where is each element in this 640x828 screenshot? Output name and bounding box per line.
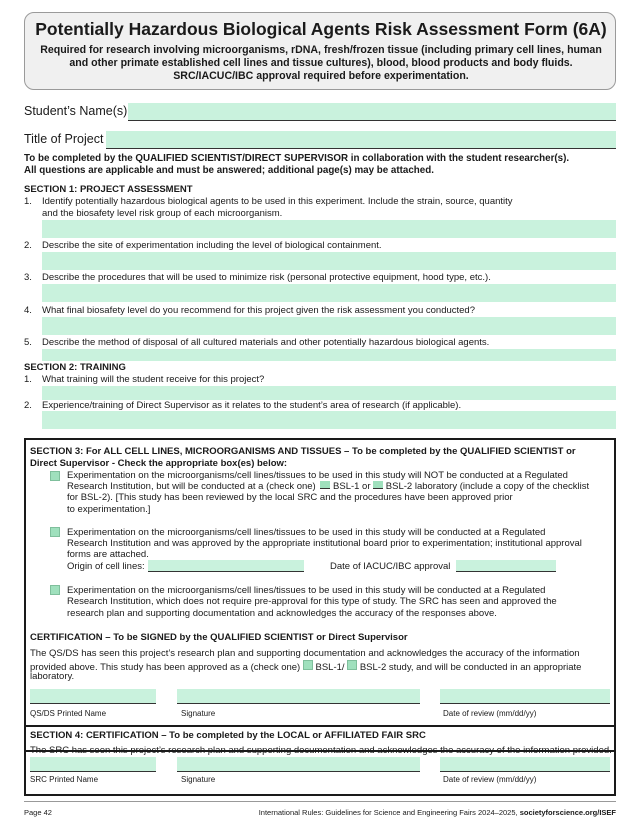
qs-bsl-1-label: BSL-1/: [315, 662, 345, 673]
form-title: Potentially Hazardous Biological Agents Risk Assessment Form (6A): [35, 19, 607, 39]
option-not-regulated-checkbox[interactable]: [50, 471, 60, 481]
form-subtitle: [37, 44, 605, 83]
qs-certification-fragment: provided above. This study has been approved as a (check one): [30, 662, 301, 673]
training-question-2-answer[interactable]: [42, 411, 616, 429]
question-number: 3.: [24, 272, 32, 283]
src-review-date-field[interactable]: [440, 757, 610, 772]
origin-cell-lines-label: Origin of cell lines:: [67, 561, 145, 572]
footer-link[interactable]: societyforscience.org/ISEF: [519, 808, 616, 817]
student-names-field[interactable]: [128, 103, 616, 121]
option-3-text-line-2: Research Institution, which does not require pre-approval for this type of study. The SRC has seen and approved the: [67, 596, 557, 607]
qs-bsl-1-checkbox[interactable]: [303, 660, 313, 670]
question-4-answer[interactable]: [42, 317, 616, 335]
question-1-text: Identify potentially hazardous biological agents to be used in this experiment. Include the strain, source, quantity: [42, 196, 513, 207]
question-3-text: Describe the procedures that will be used to minimize risk (personal protective equipment, hood type, etc.).: [42, 272, 491, 283]
section-3-heading: SECTION 3: For ALL CELL LINES, MICROORGANISMS AND TISSUES – To be completed by the QUALIFIED SCIENTIST or: [30, 446, 576, 457]
question-4-text: What final biosafety level do you recommend for this project given the risk assessment you conducted?: [42, 305, 475, 316]
qs-certification-text: The QS/DS has seen this project’s research plan and supporting documentation and acknowledges the accuracy of the information: [30, 648, 580, 659]
bsl-2-checkbox[interactable]: [373, 481, 383, 489]
src-review-date-label: Date of review (mm/dd/yy): [443, 775, 537, 784]
subtitle-line: and other primate established cell lines and tissue cultures), blood, blood products and body fluids.: [69, 57, 573, 69]
question-2-answer[interactable]: [42, 252, 616, 270]
question-1-answer[interactable]: [42, 220, 616, 238]
section-4-heading: SECTION 4: CERTIFICATION – To be completed by the LOCAL or AFFILIATED FAIR SRC: [30, 730, 426, 741]
question-number: 1.: [24, 196, 32, 207]
footer-rule: [24, 801, 616, 802]
option-2-text-line-3: forms are attached.: [67, 549, 149, 560]
section-3-heading-cont: Direct Supervisor - Check the appropriate box(es) below:: [30, 458, 288, 469]
qs-bsl-2-label: BSL-2 study, and will be conducted in an appropriate: [359, 662, 582, 673]
qs-review-date-label: Date of review (mm/dd/yy): [443, 709, 537, 718]
question-3-answer[interactable]: [42, 284, 616, 302]
option-3-text: Experimentation on the microorganisms/cell lines/tissues to be used in this study will be conducted at a Regulated: [67, 585, 546, 596]
qs-certification-text-line-2: [30, 660, 581, 674]
option-1-text-fragment: Research Institution, but will be conducted at a (check one): [67, 481, 316, 492]
src-signature-field[interactable]: [177, 757, 420, 772]
question-5-text: Describe the method of disposal of all cultured materials and other potentially hazardous biological agents.: [42, 337, 490, 348]
section-4-text: The SRC has seen this project’s research plan and supporting documentation and acknowledges the accuracy of the information provided.: [30, 745, 612, 756]
student-names-label: Student’s Name(s): [24, 104, 128, 118]
src-printed-name-field[interactable]: [30, 757, 156, 772]
src-printed-name-label: SRC Printed Name: [30, 775, 99, 784]
qs-certification-heading: CERTIFICATION – To be SIGNED by the QUALIFIED SCIENTIST or Direct Supervisor: [30, 632, 408, 643]
qs-certification-text-line-3: laboratory.: [30, 671, 75, 682]
option-1-text-line-4: to experimentation.]: [67, 504, 151, 515]
subtitle-line: SRC/IACUC/IBC approval required before experimentation.: [173, 70, 469, 82]
bsl-1-checkbox[interactable]: [320, 481, 330, 489]
qs-bsl-2-checkbox[interactable]: [347, 660, 357, 670]
project-title-label: Title of Project: [24, 132, 104, 146]
footer-text: International Rules: Guidelines for Science and Engineering Fairs 2024–2025,: [258, 808, 518, 817]
question-5-answer[interactable]: [42, 349, 616, 361]
training-question-2-text: Experience/training of Direct Supervisor as it relates to the student’s area of research (if applicable).: [42, 400, 462, 411]
qs-printed-name-label: QS/DS Printed Name: [30, 709, 107, 718]
section-2-heading: SECTION 2: TRAINING: [24, 362, 126, 373]
training-question-1-text: What training will the student receive for this project?: [42, 374, 265, 385]
option-1-text: Experimentation on the microorganisms/cell lines/tissues to be used in this study will NOT be conducted at a Regulated: [67, 470, 568, 481]
instructions-line-1: To be completed by the QUALIFIED SCIENTIST/DIRECT SUPERVISOR in collaboration with the student researcher(s).: [24, 153, 570, 164]
question-1-text-cont: and the biosafety level risk group of each microorganism.: [42, 208, 283, 219]
option-1-text-line-3: for BSL-2). [This study has been reviewed by the local SRC and the procedures have been approved prior: [67, 492, 513, 503]
instructions-line-2: All questions are applicable and must be answered; additional page(s) may be attached.: [24, 165, 434, 176]
qs-printed-name-field[interactable]: [30, 689, 156, 704]
qs-signature-field[interactable]: [177, 689, 420, 704]
page-number: Page 42: [24, 808, 52, 817]
origin-cell-lines-field[interactable]: [148, 560, 304, 572]
option-2-text-line-2: Research Institution and was approved by the appropriate institutional board prior to experimentation; institutional approval: [67, 538, 582, 549]
question-number: 2.: [24, 400, 32, 411]
option-1-text-line-2: [67, 481, 589, 493]
question-number: 2.: [24, 240, 32, 251]
iacuc-ibc-approval-date-field[interactable]: [456, 560, 556, 572]
section-1-heading: SECTION 1: PROJECT ASSESSMENT: [24, 184, 193, 195]
option-3-text-line-3: research plan and supporting documentation and acknowledges the accuracy of the responses above.: [67, 608, 497, 619]
option-regulated-no-preapproval-checkbox[interactable]: [50, 585, 60, 595]
footer-citation: [259, 808, 616, 817]
project-title-field[interactable]: [106, 131, 616, 149]
form-header: [24, 12, 616, 90]
question-number: 4.: [24, 305, 32, 316]
question-number: 1.: [24, 374, 32, 385]
qs-review-date-field[interactable]: [440, 689, 610, 704]
training-question-1-answer[interactable]: [42, 386, 616, 400]
question-number: 5.: [24, 337, 32, 348]
option-regulated-approved-checkbox[interactable]: [50, 527, 60, 537]
question-2-text: Describe the site of experimentation including the level of biological containment.: [42, 240, 382, 251]
src-signature-label: Signature: [181, 775, 216, 784]
bsl-1-label: BSL-1 or: [333, 481, 371, 492]
qs-signature-label: Signature: [181, 709, 216, 718]
iacuc-ibc-approval-date-label: Date of IACUC/IBC approval: [330, 561, 451, 572]
subtitle-line: Required for research involving microorganisms, rDNA, fresh/frozen tissue (including primary cell lines, human: [40, 44, 602, 56]
option-2-text: Experimentation on the microorganisms/cell lines/tissues to be used in this study will be conducted at a Regulated: [67, 527, 546, 538]
bsl-2-label: BSL-2 laboratory (include a copy of the checklist: [385, 481, 590, 492]
